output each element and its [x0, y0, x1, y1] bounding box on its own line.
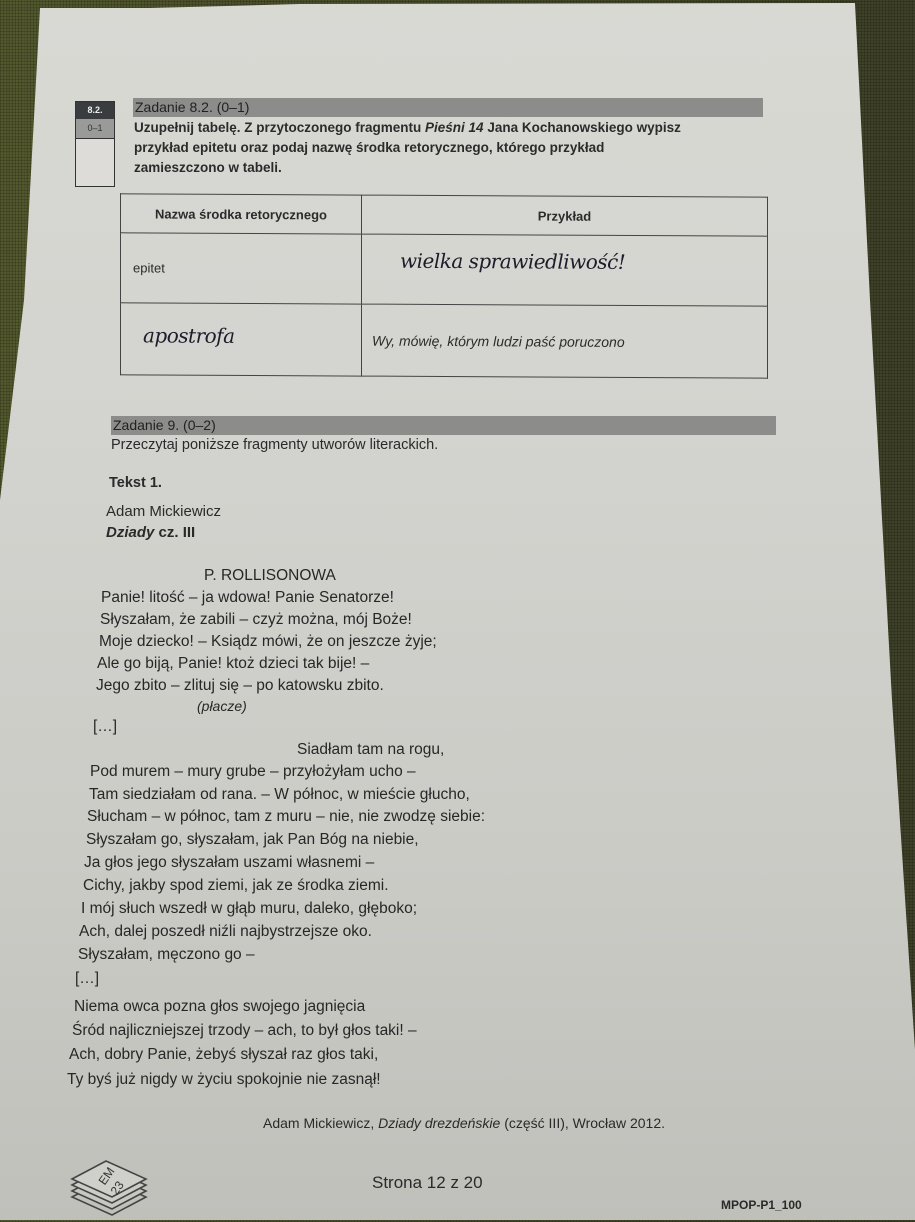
column-header-example: Przykład — [362, 195, 768, 236]
poem-line: Ty byś już nigdy w życiu spokojnie nie zasnął! — [67, 1071, 381, 1088]
task-9-header: Zadanie 9. (0–2) — [111, 416, 776, 435]
cell-name-answer[interactable] — [121, 303, 362, 376]
poem-line: Moje dziecko! – Ksiądz mówi, że on jeszcze żyje; — [99, 633, 437, 650]
author: Adam Mickiewicz — [106, 503, 222, 520]
work-title: Dziady cz. III — [106, 524, 196, 541]
poem-line: Panie! litość – ja wdowa! Panie Senatorze! — [101, 589, 394, 606]
task-number: 8.2. — [76, 102, 114, 119]
poem-line: Ale go biją, Panie! ktoż dzieci tak bije! – — [97, 655, 370, 672]
ellipsis: […] — [93, 718, 118, 735]
poem-line: I mój słuch wszedł w głąb muru, daleko, głęboko; — [81, 900, 417, 917]
poem-line: Pod murem – mury grube – przyłożyłam ucho – — [90, 763, 416, 780]
poem-line: Słyszałam go, słyszałam, jak Pan Bóg na niebie, — [86, 831, 419, 848]
speaker: P. ROLLISONOWA — [204, 567, 336, 584]
svg-text:23: 23 — [107, 1178, 127, 1198]
poem-line: Słucham – w północ, tam z muru – nie, nie zwodzę siebie: — [87, 808, 486, 825]
poem-line: Śród najliczniejszej trzody – ach, to był głos taki! – — [72, 1022, 417, 1039]
score-entry-field[interactable] — [76, 139, 114, 185]
stage-direction: (płacze) — [197, 698, 247, 714]
cke-logo-icon — [68, 1155, 152, 1217]
exam-code: MPOP-P1_100 — [721, 1198, 802, 1212]
poem-line: Ja głos jego słyszałam uszami własnemi – — [84, 854, 375, 871]
handwritten-answer: wielka sprawiedliwość! — [400, 248, 626, 274]
poem-line: Tam siedziałam od rana. – W północ, w mieście głucho, — [89, 786, 470, 803]
cell-name: epitet — [121, 233, 362, 304]
page-number: Strona 12 z 20 — [372, 1173, 483, 1192]
poem-line: Ach, dobry Panie, żebyś słyszał raz głos taki, — [69, 1046, 379, 1063]
poem-line: Słyszałam, że zabili – czyż można, mój Boże! — [100, 611, 412, 628]
rhetoric-table — [120, 193, 768, 378]
handwritten-answer: apostrofa — [143, 323, 235, 348]
score-box — [75, 101, 115, 187]
ellipsis: […] — [75, 970, 100, 987]
table-row — [121, 233, 768, 306]
source-citation: Adam Mickiewicz, Dziady drezdeńskie (część III), Wrocław 2012. — [263, 1115, 665, 1131]
task-8-2-instruction: Uzupełnij tabelę. Z przytoczonego fragmentu Pieśni 14 Jana Kochanowskiego wypisz przykład epitetu oraz podaj nazwę środka retorycznego, którego przykład zamieszczono w tabeli. — [134, 120, 681, 175]
column-header-name: Nazwa środka retorycznego — [121, 194, 362, 234]
task-8-2-header: Zadanie 8.2. (0–1) — [133, 98, 763, 117]
cell-example-answer[interactable] — [362, 234, 768, 306]
poem-line: Niema owca pozna głos swojego jagnięcia — [74, 998, 366, 1015]
table-row — [121, 303, 768, 378]
poem-line: Cichy, jakby spod ziemi, jak ze środka ziemi. — [83, 877, 389, 894]
poem-line: Słyszałam, męczono go – — [78, 946, 255, 963]
poem-line: Ach, dalej poszedł niźli najbystrzejsze oko. — [79, 923, 372, 940]
cell-example: Wy, mówię, którym ludzi paść poruczono — [362, 304, 768, 378]
task-9-instruction: Przeczytaj poniższe fragmenty utworów literackich. — [111, 437, 439, 453]
text-label: Tekst 1. — [109, 475, 162, 491]
svg-text:EM: EM — [95, 1164, 118, 1188]
poem-line: Siadłam tam na rogu, — [297, 741, 445, 758]
table-header-row — [121, 194, 768, 236]
poem-line: Jego zbito – zlituj się – po katowsku zbito. — [96, 677, 384, 694]
score-range: 0–1 — [76, 119, 114, 139]
